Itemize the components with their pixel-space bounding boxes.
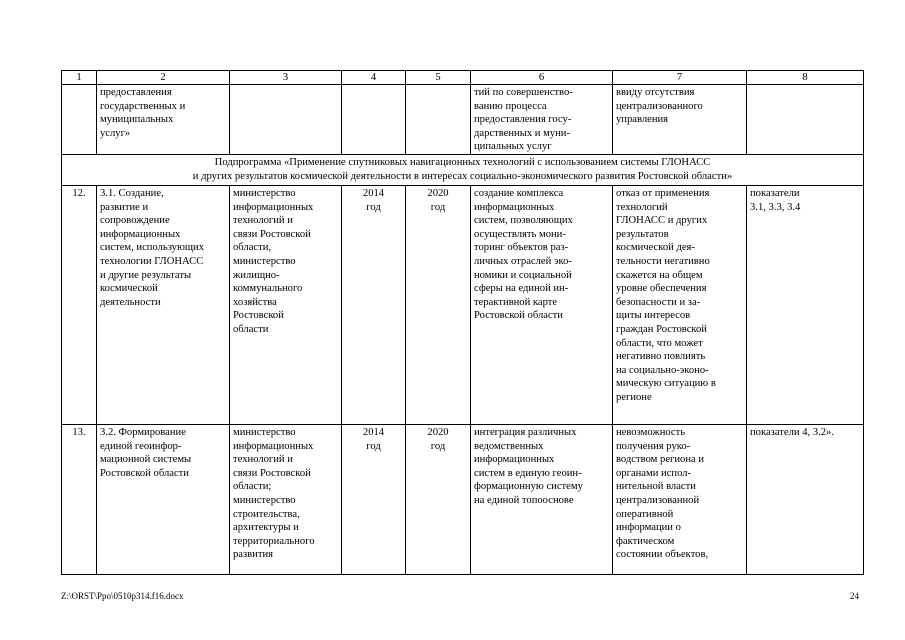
text-line: 2014 (362, 188, 385, 199)
cell-start (342, 85, 406, 155)
cell-activity (97, 85, 230, 155)
text-line: Ростовской (233, 310, 284, 322)
text-line: получения руко- (616, 440, 691, 452)
header-cell: 5 (406, 71, 471, 85)
table-row (62, 425, 864, 575)
text-line: тельности негативно (616, 255, 710, 267)
text-line: Подпрограмма «Применение спутниковых навигационных технологий с использованием системы ГЛОНАСС (214, 157, 711, 168)
cell-num: 12. (62, 186, 97, 425)
cell-end (406, 186, 471, 425)
text-line: космической дея- (616, 242, 695, 254)
header-cell: 1 (62, 71, 97, 85)
text-line: информационных (233, 440, 314, 452)
text-line: информационных (474, 201, 555, 213)
text-line: и других результатов космической деятельности в интересах социально-экономического развития Ростовской области» (192, 170, 733, 182)
subprogram-title (62, 155, 864, 186)
header-cell: 7 (613, 71, 747, 85)
text-line: дарственных и муни- (474, 127, 570, 139)
text-line: ввиду отсутствия (616, 87, 695, 98)
cell-start (342, 425, 406, 575)
cell-activity (97, 186, 230, 425)
text-line: министерство (233, 188, 296, 199)
text-line: сферы на единой ин- (474, 283, 569, 295)
text-line: фактическом (616, 535, 675, 547)
cell-consequences (613, 425, 747, 575)
text-line: тий по совершенство- (474, 87, 573, 98)
cell-result (471, 186, 613, 425)
text-line: деятельности (100, 296, 161, 308)
text-line: уровне обеспечения (616, 283, 707, 295)
text-line: ГЛОНАСС и других (616, 215, 708, 227)
continuation-row (62, 85, 864, 155)
text-line: отказ от применения (616, 188, 710, 199)
text-line: мическую ситуацию в (616, 378, 716, 390)
cell-consequences (613, 85, 747, 155)
text-line: связи Ростовской (233, 228, 311, 240)
text-line: Ростовской области (474, 310, 563, 322)
document-table (61, 70, 864, 575)
text-line: информационных (474, 454, 555, 466)
text-line: 2020 (427, 188, 449, 199)
text-line: 3.2. Формирование (100, 427, 186, 438)
text-line: единой геоинфор- (100, 440, 182, 452)
text-line: нительной власти (616, 481, 696, 493)
header-cell: 8 (747, 71, 864, 85)
page-number: 24 (850, 591, 859, 601)
cell-num (62, 85, 97, 155)
text-line: информационных (233, 201, 314, 213)
text-line: невозможность (616, 427, 686, 438)
text-line: технологий и (233, 454, 293, 466)
text-line: номики и социальной (474, 269, 572, 281)
text-line: показатели (750, 188, 800, 199)
cell-executor (230, 425, 342, 575)
text-line: услуг» (100, 127, 131, 139)
text-line: 3.1, 3.3, 3.4 (750, 201, 801, 213)
text-line: технологий (616, 201, 668, 213)
text-line: архитектуры и (233, 522, 299, 534)
text-line: информационных (100, 228, 181, 240)
text-line: связи Ростовской (233, 467, 311, 479)
footer-file-path: Z:\ORST\Ppo\0510p314.f16.docx (61, 591, 184, 601)
text-line: ванию процесса (474, 100, 547, 112)
text-line: государственных и (100, 100, 186, 112)
text-line: технологий и (233, 215, 293, 227)
text-line: органами испол- (616, 467, 692, 479)
text-line: ведомственных (474, 440, 544, 452)
text-line: 3.1. Создание, (100, 188, 164, 199)
header-row (62, 71, 864, 85)
text-line: строительства, (233, 508, 300, 520)
header-cell: 4 (342, 71, 406, 85)
text-line: управления (616, 114, 669, 126)
text-line: год (366, 201, 381, 213)
header-cell: 6 (471, 71, 613, 85)
text-line: год (430, 201, 446, 213)
text-line: безопасности и за- (616, 296, 701, 308)
text-line: информации о (616, 522, 681, 534)
text-line: негативно повлиять (616, 351, 706, 363)
cell-result (471, 425, 613, 575)
text-line: личных отраслей эко- (474, 255, 572, 267)
cell-end (406, 85, 471, 155)
text-line: области (233, 323, 269, 335)
text-line: ципальных услуг (474, 141, 552, 153)
text-line: 2014 (362, 427, 385, 438)
text-line: систем в единую геоин- (474, 467, 582, 479)
subprogram-text (65, 156, 860, 183)
cell-num: 13. (62, 425, 97, 575)
text-line: год (430, 440, 446, 452)
text-line: централизованной (616, 494, 700, 506)
text-line: интеграция различных (474, 427, 577, 438)
cell-result (471, 85, 613, 155)
text-line: коммунального (233, 283, 303, 295)
text-line: муниципальных (100, 114, 174, 126)
cell-activity (97, 425, 230, 575)
text-line: состоянии объектов, (616, 549, 709, 561)
cell-indicators (747, 85, 864, 155)
text-line: граждан Ростовской (616, 323, 707, 335)
text-line: и другие результаты (100, 269, 192, 281)
text-line: водством региона и (616, 454, 705, 466)
text-line: министерство (233, 427, 296, 438)
text-line: сопровождение (100, 215, 170, 227)
text-line: систем, позволяющих (474, 215, 573, 227)
text-line: Ростовской области (100, 467, 189, 479)
text-line: щиты интересов (616, 310, 691, 322)
text-line: оперативной (616, 508, 674, 520)
text-line: развития (233, 549, 274, 561)
text-line: торинг объектов раз- (474, 242, 569, 254)
text-line: на социально-эконо- (616, 364, 709, 376)
text-line: предоставления (100, 87, 172, 98)
text-line: на единой топооснове (474, 494, 574, 506)
text-line: регионе (616, 391, 652, 403)
text-line: показатели 4, 3.2». (750, 427, 834, 438)
cell-indicators (747, 425, 864, 575)
text-line: осуществлять мони- (474, 228, 566, 240)
text-line: терактивной карте (474, 296, 558, 308)
text-line: жилищно- (233, 269, 280, 281)
text-line: скажется на общем (616, 269, 703, 281)
cell-executor (230, 186, 342, 425)
cell-consequences (613, 186, 747, 425)
cell-start (342, 186, 406, 425)
text-line: территориального (233, 535, 315, 547)
table-row (62, 186, 864, 425)
text-line: министерство (233, 494, 296, 506)
text-line: 2020 (427, 427, 449, 438)
text-line: создание комплекса (474, 188, 564, 199)
cell-indicators (747, 186, 864, 425)
cell-end (406, 425, 471, 575)
text-line: мационной системы (100, 454, 192, 466)
text-line: систем, использующих (100, 242, 205, 254)
subprogram-row (62, 155, 864, 186)
header-cell: 3 (230, 71, 342, 85)
text-line: области, (233, 242, 272, 254)
text-line: предоставления госу- (474, 114, 572, 126)
text-line: формационную систему (474, 481, 583, 493)
text-line: хозяйства (233, 296, 277, 308)
text-line: год (366, 440, 381, 452)
text-line: области; (233, 481, 272, 493)
text-line: министерство (233, 255, 296, 267)
cell-executor (230, 85, 342, 155)
text-line: области, что может (616, 337, 703, 349)
text-line: технологии ГЛОНАСС (100, 255, 204, 267)
text-line: развитие и (100, 201, 149, 213)
text-line: результатов (616, 228, 669, 240)
header-cell: 2 (97, 71, 230, 85)
text-line: космической (100, 283, 158, 295)
text-line: централизованного (616, 100, 703, 112)
